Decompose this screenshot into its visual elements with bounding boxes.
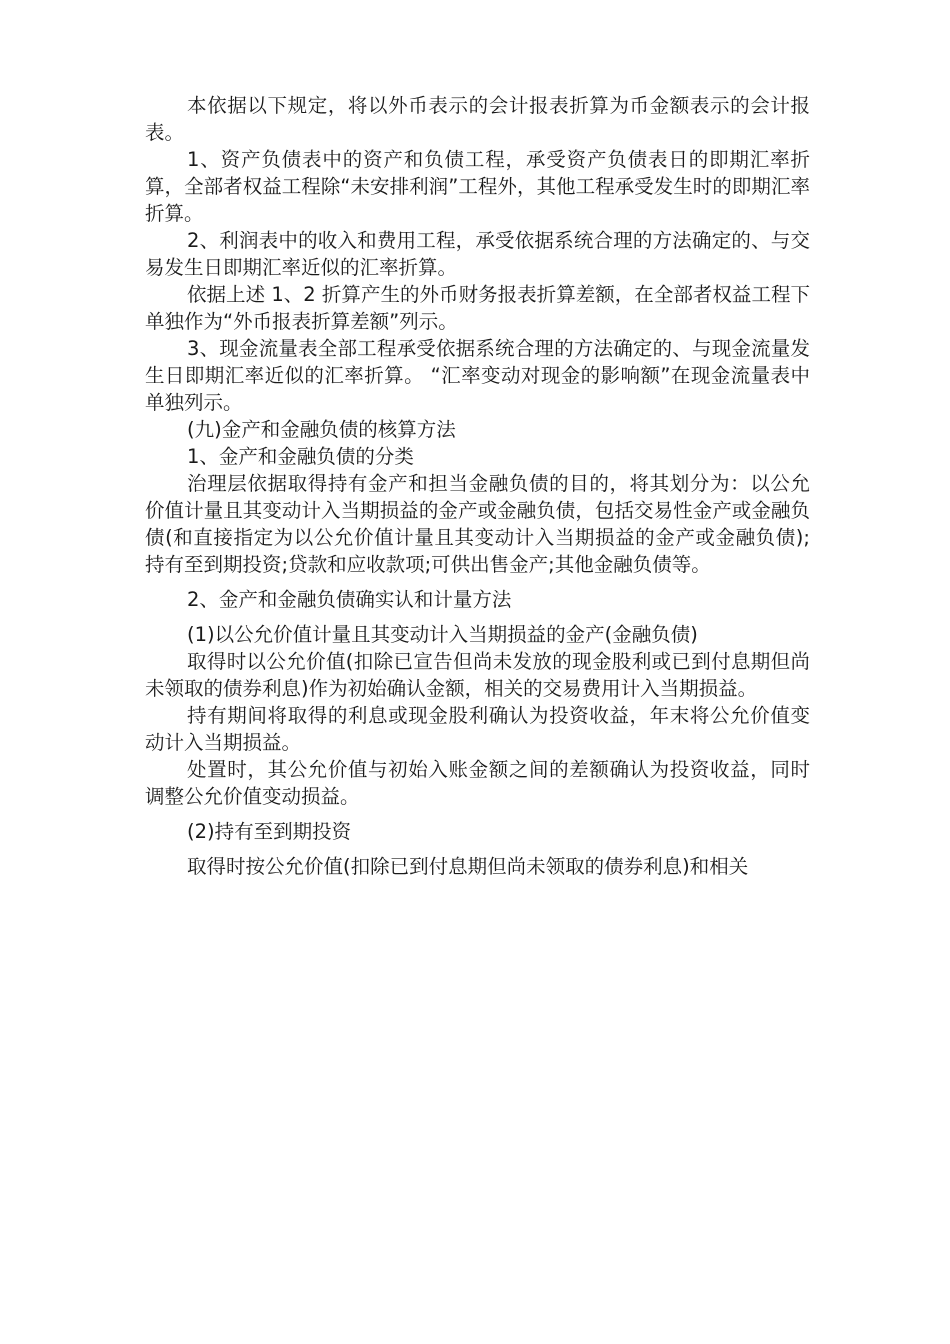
paragraph-htm-initial: 取得时按公允价值(扣除已到付息期但尚未领取的债券利息)和相关 — [187, 855, 749, 878]
paragraph-fvtpl-disposal: 处置时，其公允价值与初始入账金额之间的差额确认为投资收益，同时调整公允价值变动损益。 — [145, 758, 810, 808]
subheading-measurement: 2、金产和金融负债确实认和计量方法 — [187, 588, 512, 611]
document-body — [145, 92, 810, 880]
paragraph-2: 1、资产负债表中的资产和负债工程，承受资产负债表日的即期汇率折算，全部者权益工程除“未安排利润”工程外，其他工程承受发生时的即期汇率折算。 — [145, 148, 810, 225]
paragraph-fvtpl-holding: 持有期间将取得的利息或现金股利确认为投资收益，年末将公允价值变动计入当期损益。 — [145, 704, 810, 754]
paragraph-4: 依据上述 1、2 折算产生的外币财务报表折算差额，在全部者权益工程下单独作为“外币报表折算差额”列示。 — [145, 283, 810, 333]
subheading-htm: (2)持有至到期投资 — [187, 820, 352, 843]
subheading-classification: 1、金产和金融负债的分类 — [187, 445, 414, 468]
subheading-fvtpl: (1)以公允价值计量且其变动计入当期损益的金产(金融负债) — [187, 623, 698, 646]
paragraph-5: 3、现金流量表全部工程承受依据系统合理的方法确定的、与现金流量发生日即期汇率近似的汇率折算。 “汇率变动对现金的影响额”在现金流量表中单独列示。 — [145, 337, 810, 414]
paragraph-classification: 治理层依据取得持有金产和担当金融负债的目的，将其划分为：以公允价值计量且其变动计入当期损益的金产或金融负债，包括交易性金产或金融负债(和直接指定为以公允价值计量且其变动计入当期损益的金产或金融负债);持有至到期投资;贷款和应收款项;可供出售金产;其他金融负债等。 — [145, 472, 810, 576]
paragraph-3: 2、利润表中的收入和费用工程，承受依据系统合理的方法确定的、与交易发生日即期汇率近似的汇率折算。 — [145, 229, 810, 279]
section-heading-9: (九)金产和金融负债的核算方法 — [187, 418, 456, 441]
paragraph-1: 本依据以下规定，将以外币表示的会计报表折算为币金额表示的会计报表。 — [145, 94, 810, 144]
paragraph-fvtpl-initial: 取得时以公允价值(扣除已宣告但尚未发放的现金股利或已到付息期但尚未领取的债券利息)作为初始确认金额，相关的交易费用计入当期损益。 — [145, 650, 810, 700]
